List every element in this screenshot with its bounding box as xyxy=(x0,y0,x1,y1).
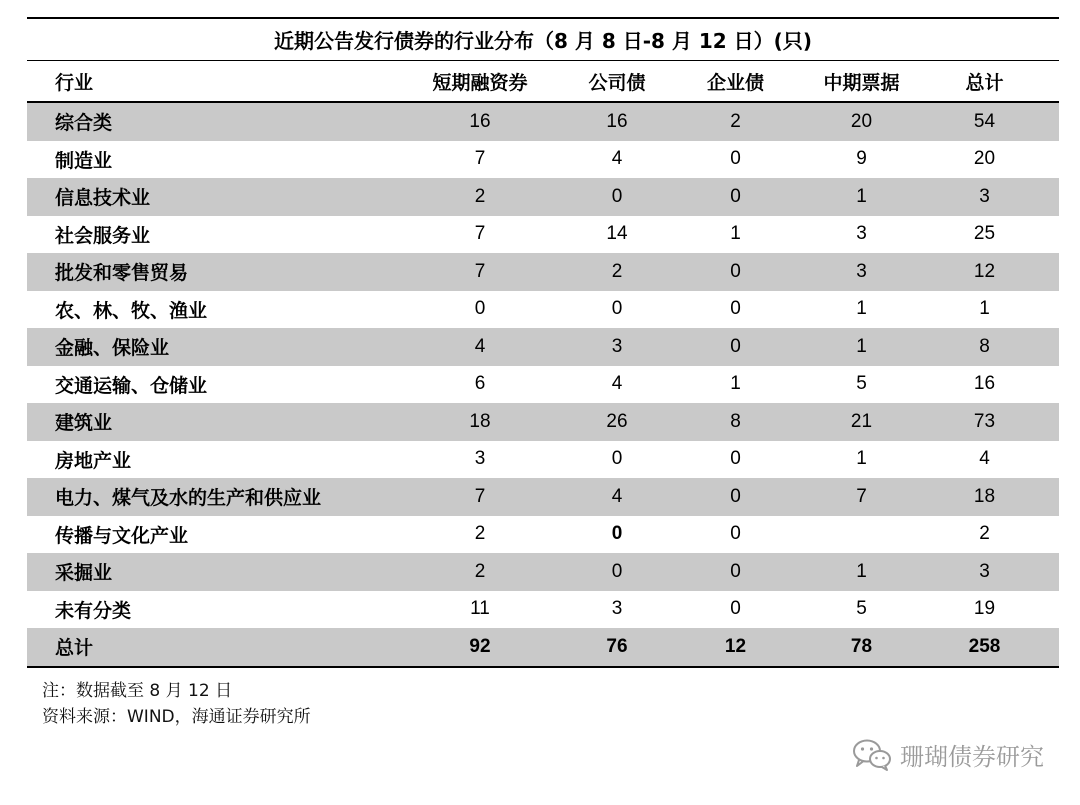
row-label: 建筑业 xyxy=(27,403,384,441)
cell-value: 3 xyxy=(576,591,658,629)
row-label: 批发和零售贸易 xyxy=(27,253,384,291)
cell-value: 14 xyxy=(576,216,658,254)
total-value: 12 xyxy=(658,628,813,667)
table-row xyxy=(27,441,1059,479)
cell-value: 20 xyxy=(910,141,1059,179)
total-value: 76 xyxy=(576,628,658,667)
row-label: 未有分类 xyxy=(27,591,384,629)
cell-value: 19 xyxy=(910,591,1059,629)
header-row xyxy=(27,61,1059,102)
cell-value: 73 xyxy=(910,403,1059,441)
table-row xyxy=(27,253,1059,291)
cell-value: 0 xyxy=(576,441,658,479)
row-label: 制造业 xyxy=(27,141,384,179)
cell-value: 3 xyxy=(910,178,1059,216)
header-enterprise-bond: 企业债 xyxy=(658,61,813,102)
cell-value: 0 xyxy=(658,478,813,516)
table-row xyxy=(27,553,1059,591)
cell-value xyxy=(813,516,910,554)
header-industry: 行业 xyxy=(27,61,384,102)
cell-value: 4 xyxy=(576,141,658,179)
cell-value: 0 xyxy=(658,291,813,329)
row-label: 交通运输、仓储业 xyxy=(27,366,384,404)
row-label: 农、林、牧、渔业 xyxy=(27,291,384,329)
table-row xyxy=(27,102,1059,141)
cell-value: 0 xyxy=(658,328,813,366)
cell-value: 8 xyxy=(658,403,813,441)
table-row xyxy=(27,178,1059,216)
table-row xyxy=(27,478,1059,516)
footnotes xyxy=(42,678,311,730)
cell-value: 2 xyxy=(658,102,813,141)
cell-value: 2 xyxy=(910,516,1059,554)
table-title: 近期公告发行债券的行业分布（8 月 8 日-8 月 12 日）(只) xyxy=(27,17,1059,61)
cell-value: 0 xyxy=(384,291,576,329)
total-label: 总计 xyxy=(27,628,384,667)
total-value: 92 xyxy=(384,628,576,667)
cell-value: 1 xyxy=(813,291,910,329)
row-label: 信息技术业 xyxy=(27,178,384,216)
header-medium-term-note: 中期票据 xyxy=(813,61,910,102)
cell-value: 18 xyxy=(910,478,1059,516)
cell-value: 1 xyxy=(813,178,910,216)
table-row xyxy=(27,216,1059,254)
cell-value: 2 xyxy=(576,253,658,291)
cell-value: 2 xyxy=(384,516,576,554)
table-row xyxy=(27,291,1059,329)
table-row xyxy=(27,366,1059,404)
table-row xyxy=(27,516,1059,554)
cell-value: 4 xyxy=(384,328,576,366)
cell-value: 3 xyxy=(384,441,576,479)
row-label: 传播与文化产业 xyxy=(27,516,384,554)
row-label: 房地产业 xyxy=(27,441,384,479)
cell-value: 4 xyxy=(576,366,658,404)
cell-value: 18 xyxy=(384,403,576,441)
cell-value: 21 xyxy=(813,403,910,441)
source-note: 资料来源：WIND，海通证券研究所 xyxy=(42,707,311,727)
total-value: 258 xyxy=(910,628,1059,667)
row-label: 综合类 xyxy=(27,102,384,141)
cell-value: 1 xyxy=(658,366,813,404)
cell-value: 3 xyxy=(813,253,910,291)
header-short-term-financing: 短期融资券 xyxy=(384,61,576,102)
table-row xyxy=(27,403,1059,441)
cell-value: 7 xyxy=(384,216,576,254)
cell-value: 7 xyxy=(384,141,576,179)
total-row xyxy=(27,628,1059,667)
row-label: 电力、煤气及水的生产和供应业 xyxy=(27,478,384,516)
cell-value: 1 xyxy=(813,328,910,366)
cell-value: 7 xyxy=(813,478,910,516)
cell-value: 0 xyxy=(658,253,813,291)
row-label: 社会服务业 xyxy=(27,216,384,254)
wechat-icon xyxy=(852,738,892,772)
cell-value: 0 xyxy=(576,291,658,329)
cell-value: 3 xyxy=(576,328,658,366)
cell-value: 3 xyxy=(910,553,1059,591)
cell-value: 9 xyxy=(813,141,910,179)
cell-value: 16 xyxy=(384,102,576,141)
cell-value: 0 xyxy=(658,553,813,591)
cell-value: 7 xyxy=(384,478,576,516)
cell-value: 6 xyxy=(384,366,576,404)
table-row xyxy=(27,141,1059,179)
cell-value: 4 xyxy=(576,478,658,516)
cell-value: 5 xyxy=(813,366,910,404)
cell-value: 0 xyxy=(576,553,658,591)
header-total: 总计 xyxy=(910,61,1059,102)
cell-value: 7 xyxy=(384,253,576,291)
row-label: 金融、保险业 xyxy=(27,328,384,366)
cell-value: 25 xyxy=(910,216,1059,254)
cell-value: 1 xyxy=(910,291,1059,329)
cell-value: 0 xyxy=(658,141,813,179)
cell-value: 1 xyxy=(813,441,910,479)
cell-value: 20 xyxy=(813,102,910,141)
data-table xyxy=(27,61,1059,668)
cell-value: 2 xyxy=(384,178,576,216)
table-row xyxy=(27,591,1059,629)
cell-value: 4 xyxy=(910,441,1059,479)
cell-value: 3 xyxy=(813,216,910,254)
data-note: 注：数据截至 8 月 12 日 xyxy=(42,681,233,701)
cell-value: 5 xyxy=(813,591,910,629)
cell-value: 0 xyxy=(658,591,813,629)
cell-value: 8 xyxy=(910,328,1059,366)
watermark-text: 珊瑚债券研究 xyxy=(900,743,1044,771)
cell-value: 26 xyxy=(576,403,658,441)
cell-value: 12 xyxy=(910,253,1059,291)
cell-value: 0 xyxy=(576,516,658,554)
total-value: 78 xyxy=(813,628,910,667)
cell-value: 0 xyxy=(658,516,813,554)
cell-value: 2 xyxy=(384,553,576,591)
cell-value: 16 xyxy=(910,366,1059,404)
bond-industry-table xyxy=(27,17,1059,668)
cell-value: 16 xyxy=(576,102,658,141)
cell-value: 1 xyxy=(813,553,910,591)
cell-value: 1 xyxy=(658,216,813,254)
table-row xyxy=(27,328,1059,366)
cell-value: 0 xyxy=(658,441,813,479)
cell-value: 0 xyxy=(576,178,658,216)
cell-value: 0 xyxy=(658,178,813,216)
header-corporate-bond: 公司债 xyxy=(576,61,658,102)
cell-value: 11 xyxy=(384,591,576,629)
row-label: 采掘业 xyxy=(27,553,384,591)
cell-value: 54 xyxy=(910,102,1059,141)
watermark xyxy=(852,737,1044,772)
